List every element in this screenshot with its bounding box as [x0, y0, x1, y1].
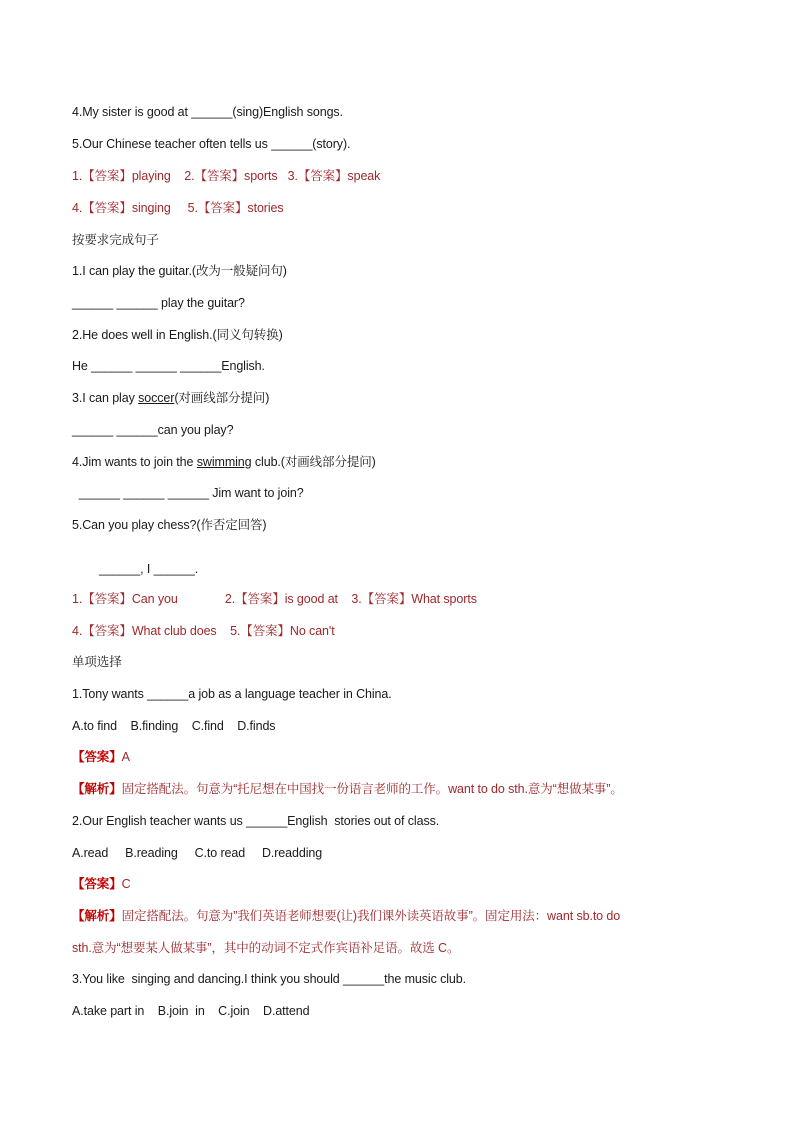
answer-tag: 【答案】 [72, 750, 122, 764]
answer-tag: 【答案】 [72, 877, 122, 891]
question-4: 4.My sister is good at ______(sing)English songs. [72, 105, 343, 119]
explanation-text: 固定搭配法。句意为“托尼想在中国找一份语言老师的工作。want to do sth.意为“想做某事”。 [121, 782, 623, 796]
sentence-question-4 [72, 454, 376, 470]
q4-text-post: club.(对画线部分提问) [251, 455, 376, 469]
section-heading-complete-sentences: 按要求完成句子 [72, 233, 159, 247]
q3-text-post: (对画线部分提问) [174, 391, 270, 405]
mc-answer-1 [72, 749, 130, 765]
mc-options-2: A.read B.reading C.to read D.readding [72, 846, 323, 860]
mc-question-1: 1.Tony wants ______a job as a language teacher in China. [72, 687, 392, 701]
sentence-question-2: 2.He does well in English.(同义句转换) [72, 328, 283, 342]
question-5: 5.Our Chinese teacher often tells us ______(story). [72, 137, 351, 151]
q3-text-pre: 3.I can play [72, 391, 139, 405]
mc-explanation-2-line-2: sth.意为“想要某人做某事”，其中的动词不定式作宾语补足语。故选 C。 [72, 941, 460, 955]
sentence-blank-4: ______ ______ ______ Jim want to join? [72, 486, 304, 500]
explanation-tag: 【解析】 [72, 909, 122, 923]
sentence-question-5: 5.Can you play chess?(作否定回答) [72, 518, 267, 532]
answer-value: A [121, 750, 130, 764]
q4-underlined-word: swimming [196, 455, 252, 469]
sentence-question-3 [72, 390, 269, 406]
sentence-answer-line-1: 1.【答案】Can you 2.【答案】is good at 3.【答案】What sports [72, 592, 477, 606]
q3-underlined-word: soccer [138, 391, 175, 405]
mc-question-2: 2.Our English teacher wants us ______English stories out of class. [72, 814, 440, 828]
section-heading-multiple-choice: 单项选择 [72, 655, 122, 669]
sentence-blank-3: ______ ______can you play? [72, 423, 234, 437]
sentence-blank-1: ______ ______ play the guitar? [72, 296, 245, 310]
sentence-blank-2: He ______ ______ ______English. [72, 359, 265, 373]
mc-explanation-1 [72, 781, 623, 797]
answer-value: C [121, 877, 131, 891]
mc-explanation-2-line-1 [72, 908, 620, 924]
sentence-answer-line-2: 4.【答案】What club does 5.【答案】No can't [72, 624, 335, 638]
mc-options-1: A.to find B.finding C.find D.finds [72, 719, 276, 733]
answer-line-1: 1.【答案】playing 2.【答案】sports 3.【答案】speak [72, 169, 381, 183]
sentence-blank-5: ______, I ______. [99, 562, 199, 576]
q4-text-pre: 4.Jim wants to join the [72, 455, 197, 469]
sentence-question-1: 1.I can play the guitar.(改为一般疑问句) [72, 264, 287, 278]
mc-answer-2 [72, 876, 131, 892]
mc-options-3: A.take part in B.join in C.join D.attend [72, 1004, 310, 1018]
answer-line-2: 4.【答案】singing 5.【答案】stories [72, 201, 284, 215]
mc-question-3: 3.You like singing and dancing.I think you should ______the music club. [72, 972, 467, 986]
explanation-text: 固定搭配法。句意为”我们英语老师想要(让)我们课外读英语故事”。固定用法：want sb.to do [121, 909, 621, 923]
explanation-tag: 【解析】 [72, 782, 122, 796]
